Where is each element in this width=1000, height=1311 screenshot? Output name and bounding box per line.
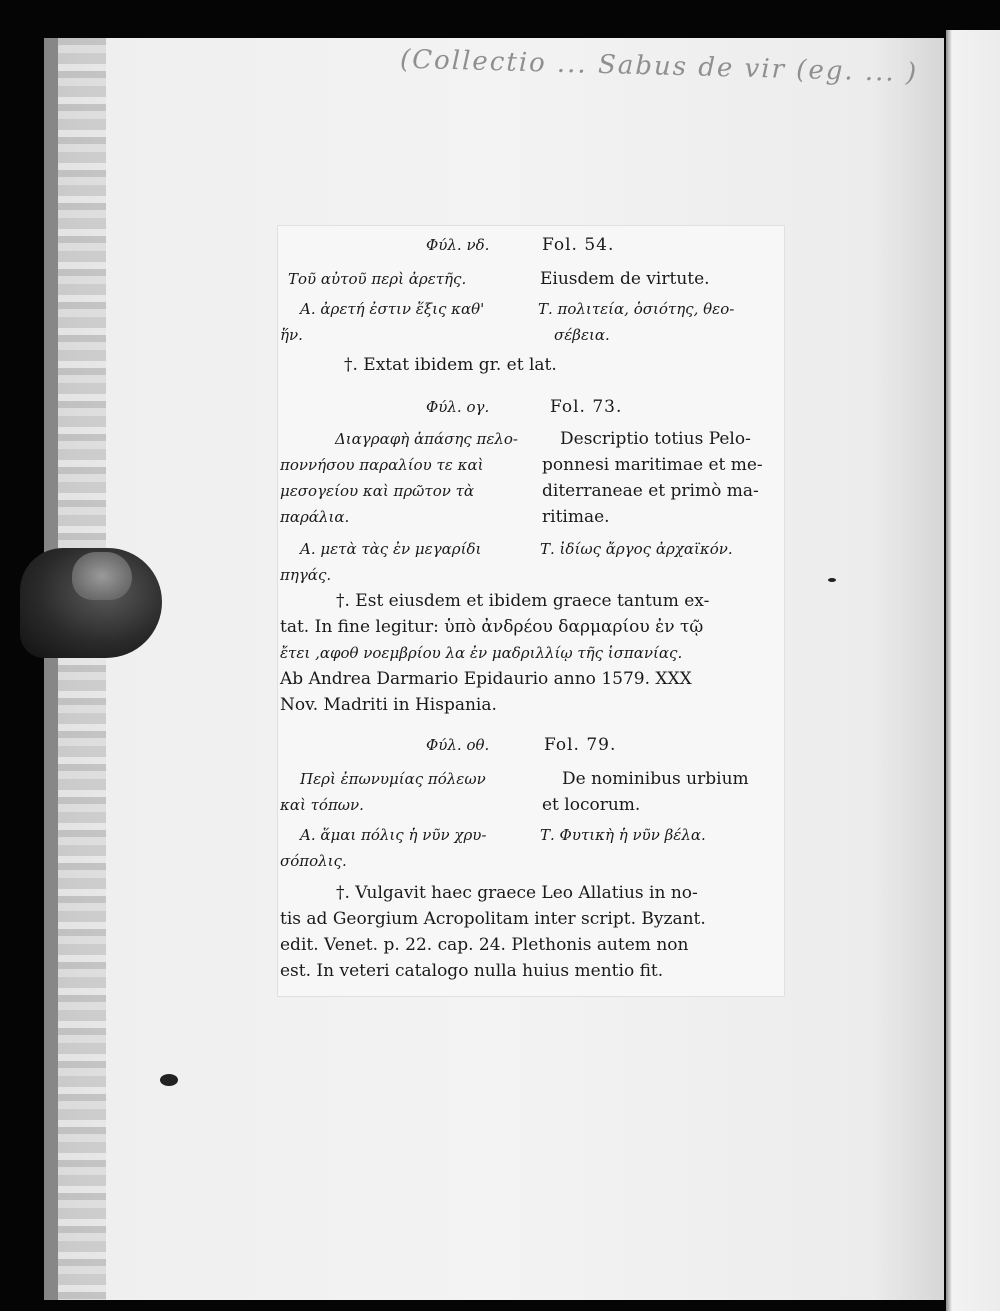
entry-3-title-latin-line-1: De nominibus urbium	[562, 769, 749, 789]
entry-1-folio-greek: Φύλ. νδ.	[426, 236, 490, 254]
entry-3-note-line-1: †. Vulgavit haec graece Leo Allatius in no-	[336, 883, 698, 903]
entry-3-folio-greek: Φύλ. οθ.	[426, 736, 490, 754]
entry-2-note-line-1: †. Est eiusdem et ibidem graece tantum ex-	[336, 591, 710, 611]
entry-2-note-line-5: Nov. Madriti in Hispania.	[280, 695, 497, 715]
entry-2-title-greek-line-2: ποννήσου παραλίου τε καὶ	[280, 456, 484, 474]
entry-2-incipit-line-2: πηγάς.	[280, 566, 332, 584]
entry-3-note-line-4: est. In veteri catalogo nulla huius mentio fit.	[280, 961, 664, 981]
entry-3-incipit-line-2: σόπολις.	[280, 852, 347, 870]
entry-2-note-line-3: ἔτει ‚αφοθ νοεμβρίου λα ἐν μαδριλλίῳ τῆς ἱσπανίας.	[280, 644, 683, 662]
entry-3-folio-latin: Fol. 79.	[544, 735, 617, 755]
ink-speck	[828, 578, 836, 582]
entry-2-title-latin-line-3: diterraneae et primò ma-	[542, 481, 759, 501]
entry-2-incipit-line-1: Α. μετὰ τὰς ἐν μεγαρίδι	[300, 540, 482, 558]
entry-2-title-latin-line-4: ritimae.	[542, 507, 610, 527]
ink-blot	[160, 1074, 178, 1086]
entry-2-folio-greek: Φύλ. ογ.	[426, 398, 490, 416]
entry-1-explicit-line-2: σέβεια.	[554, 326, 610, 344]
entry-1-note: †. Extat ibidem gr. et lat.	[344, 355, 557, 375]
entry-2-folio-latin: Fol. 73.	[550, 397, 623, 417]
entry-1-title-greek: Τοῦ αὐτοῦ περὶ ἀρετῆς.	[288, 270, 467, 288]
worn-page-edge	[44, 38, 106, 1300]
handwritten-annotation: (Collectio ... Sabus de vir (eg. ... )	[399, 44, 919, 89]
entry-2-title-greek-line-3: μεσογείου καὶ πρῶτον τὰ	[280, 482, 475, 500]
entry-3-title-greek-line-2: καὶ τόπων.	[280, 796, 364, 814]
thumb-nail	[72, 552, 132, 600]
entry-1-incipit-line-1: Α. ἀρετή ἐστιν ἕξις καθ'	[300, 300, 485, 318]
entry-3-title-greek-line-1: Περὶ ἐπωνυμίας πόλεων	[300, 770, 486, 788]
entry-3-incipit-line-1: Α. ἅμαι πόλις ἡ νῦν χρυ-	[300, 826, 487, 844]
entry-3-title-latin-line-2: et locorum.	[542, 795, 641, 815]
entry-2-title-greek-line-4: παράλια.	[280, 508, 350, 526]
entry-3-note-line-2: tis ad Georgium Acropolitam inter script. Byzant.	[280, 909, 706, 929]
entry-3-explicit-line-1: Τ. Φυτικὴ ἡ νῦν βέλα.	[540, 826, 706, 844]
entry-1-incipit-line-2: ἥν.	[280, 326, 303, 344]
entry-2-title-latin-line-2: ponnesi maritimae et me-	[542, 455, 763, 475]
facing-page-edge	[946, 30, 1000, 1311]
entry-2-explicit-line-1: Τ. ἰδίως ἄργος ἀρχαϊκόν.	[540, 540, 733, 558]
entry-2-note-line-4: Ab Andrea Darmario Epidaurio anno 1579. XXX	[280, 669, 692, 689]
entry-2-note-line-2: tat. In fine legitur: ὑπὸ ἀνδρέου δαρμαρίου ἐν τῷ	[280, 617, 704, 637]
pasted-catalog-clipping	[278, 226, 784, 996]
entry-1-explicit-line-1: Τ. πολιτεία, ὁσιότης, θεο-	[538, 300, 735, 318]
entry-1-title-latin: Eiusdem de virtute.	[540, 269, 710, 289]
entry-3-note-line-3: edit. Venet. p. 22. cap. 24. Plethonis autem non	[280, 935, 689, 955]
entry-2-title-latin-line-1: Descriptio totius Pelo-	[560, 429, 751, 449]
entry-1-folio-latin: Fol. 54.	[542, 235, 615, 255]
entry-2-title-greek-line-1: Διαγραφὴ ἁπάσης πελο-	[334, 430, 518, 448]
